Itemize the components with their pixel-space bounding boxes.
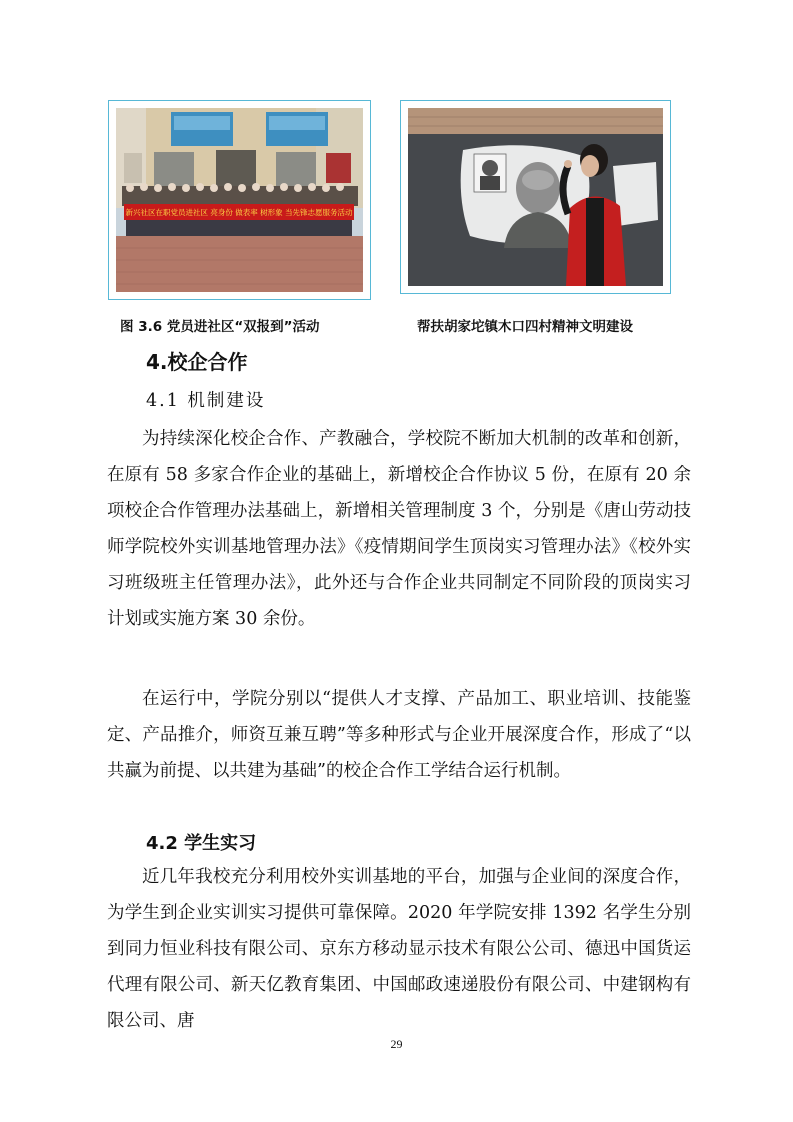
photo-frame-right [400,100,671,294]
section-title: 4.校企合作 [146,350,248,374]
photo-community-party-activity [116,108,363,292]
figure-caption-left: 图 3.6 党员进社区“双报到”活动 [120,319,320,335]
paragraph-mechanism-1: 为持续深化校企合作、产教融合，学校院不断加大机制的改革和创新，在原有 58 多家合作企业的基础上，新增校企合作协议 5 份，在原有 20 余项校企合作管理办法基础上，新增相关管理制度 3 个，分别是《唐山劳动技师学院校外实训基地管理办法》《疫情期间学生顶岗实习管理办法》《校外实习班级班主任管理办法》，此外还与合作企业共同制定不同阶段的顶岗实习计划或实施方案 30 余份。 [107,429,691,629]
figure-caption-right: 帮扶胡家坨镇木口四村精神文明建设 [417,319,633,335]
paragraph-internship-1: 近几年我校充分利用校外实训基地的平台，加强与企业间的深度合作，为学生到企业实训实习提供可靠保障。2020 年学院安排 1392 名学生分别到同力恒业科技有限公司、京东方移动显示技术有限公公司、德迅中国货运代理有限公司、新天亿教育集团、中国邮政速递股份有限公司、中建钢构有限公司、唐 [107,867,691,1031]
page-number: 29 [390,1037,403,1051]
subsection-title-mechanism: 4.1 机制建设 [146,391,266,411]
photo-mural-painting [408,108,663,286]
subsection-title-internship: 4.2 学生实习 [146,833,257,854]
banner-text: 新兴社区在职党员进社区 亮身份 做表率 树形象 当先锋志愿服务活动 [125,208,353,217]
photo-frame-left [108,100,371,300]
paragraph-mechanism-2: 在运行中，学院分别以“提供人才支撑、产品加工、职业培训、技能鉴定、产品推介，师资互兼互聘”等多种形式与企业开展深度合作，形成了“以共赢为前提、以共建为基础”的校企合作工学结合运行机制。 [107,689,691,781]
